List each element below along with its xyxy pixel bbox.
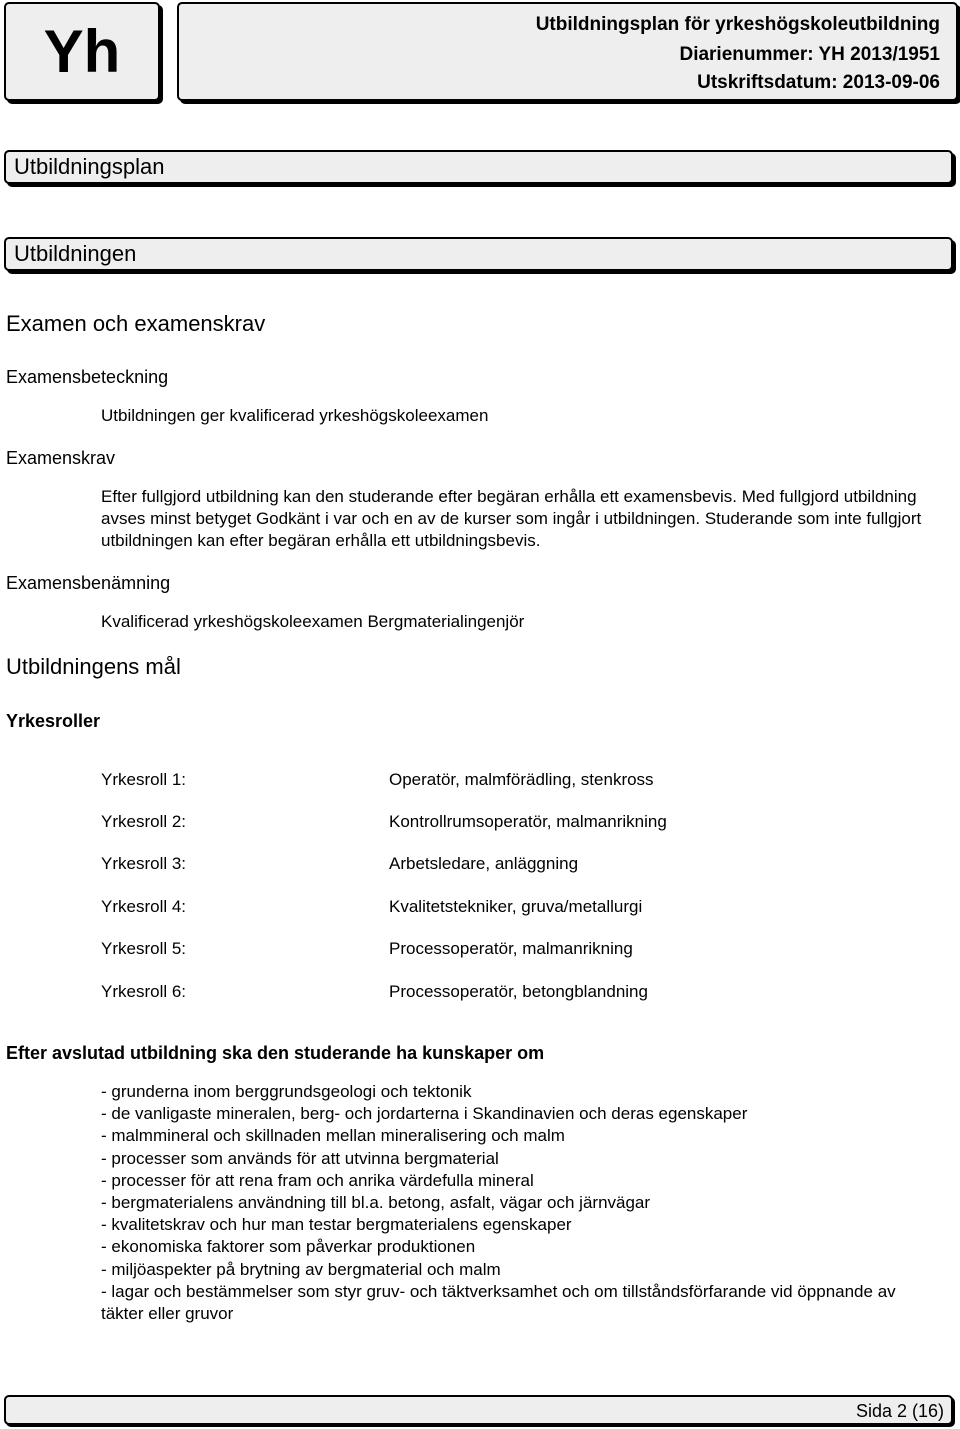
document-title: Utbildningsplan för yrkeshögskoleutbildning <box>535 14 940 35</box>
utskriftsdatum: Utskriftsdatum: 2013-09-06 <box>697 72 940 93</box>
role-label: Yrkesroll 1: <box>101 770 187 789</box>
role-label: Yrkesroll 2: <box>101 812 187 831</box>
role-label: Yrkesroll 4: <box>101 897 187 916</box>
examenskrav-text: Efter fullgjord utbildning kan den studerande efter begäran erhålla ett examensbevis. Med fullgjord utbildning avses minst betyget Godkänt i var och en av de kurser som ingår i utbildningen. Studerande som inte fullgjort utbildningen kan efter begäran erhålla ett utbildningsbevis. <box>101 487 922 550</box>
yrkesroller-label: Yrkesroller <box>6 711 101 731</box>
role-label: Yrkesroll 6: <box>101 982 187 1001</box>
list-item: - bergmaterialens användning till bl.a. betong, asfalt, vägar och järnvägar <box>101 1193 651 1213</box>
kunskaper-list <box>101 1081 901 1325</box>
role-value: Kvalitetstekniker, gruva/metallurgi <box>389 897 643 916</box>
role-value: Operatör, malmförädling, stenkross <box>389 770 654 789</box>
examenskrav-label: Examenskrav <box>6 448 116 468</box>
logo: Yh <box>43 17 121 85</box>
footer <box>4 1395 953 1425</box>
examensbeteckning-value: Utbildningen ger kvalificerad yrkeshögskoleexamen <box>101 406 489 425</box>
examensbenamning-label: Examensbenämning <box>6 573 171 593</box>
document-header <box>177 2 958 101</box>
list-item: - processer som används för att utvinna bergmaterial <box>101 1148 499 1168</box>
examensbeteckning-label: Examensbeteckning <box>6 367 169 387</box>
mal-heading: Utbildningens mål <box>6 654 181 679</box>
page-number: Sida 2 (16) <box>855 1401 944 1421</box>
list-item: - grunderna inom berggrundsgeologi och tektonik <box>101 1082 472 1101</box>
list-item: - lagar och bestämmelser som styr gruv- och täktverksamhet och om tillståndsförfarande vid öppnande av täkter eller gruvor <box>101 1281 896 1324</box>
diarienummer: Diarienummer: YH 2013/1951 <box>679 44 940 65</box>
section-bar-utbildningen <box>4 237 953 271</box>
section-bar-utbildningsplan <box>4 150 953 184</box>
list-item: - miljöaspekter på brytning av bergmaterial och malm <box>101 1259 501 1279</box>
role-value: Processoperatör, betongblandning <box>389 982 648 1001</box>
role-label: Yrkesroll 5: <box>101 939 187 958</box>
role-value: Processoperatör, malmanrikning <box>389 939 633 958</box>
section-title: Utbildningen <box>14 241 137 266</box>
section-title: Utbildningsplan <box>14 154 165 179</box>
kunskaper-heading: Efter avslutad utbildning ska den studerande ha kunskaper om <box>6 1043 545 1063</box>
list-item: - ekonomiska faktorer som påverkar produktionen <box>101 1237 476 1257</box>
list-item: - de vanligaste mineralen, berg- och jordarterna i Skandinavien och deras egenskaper <box>101 1104 748 1124</box>
list-item: - kvalitetskrav och hur man testar bergmaterialens egenskaper <box>101 1215 572 1235</box>
role-label: Yrkesroll 3: <box>101 854 187 873</box>
role-value: Kontrollrumsoperatör, malmanrikning <box>389 812 667 831</box>
examensbenamning-value: Kvalificerad yrkeshögskoleexamen Bergmaterialingenjör <box>101 612 525 631</box>
role-value: Arbetsledare, anläggning <box>389 854 579 873</box>
logo-box <box>4 2 160 101</box>
list-item: - malmmineral och skillnaden mellan mineralisering och malm <box>101 1126 565 1146</box>
examen-heading: Examen och examenskrav <box>6 311 266 336</box>
list-item: - processer för att rena fram och anrika värdefulla mineral <box>101 1170 534 1190</box>
